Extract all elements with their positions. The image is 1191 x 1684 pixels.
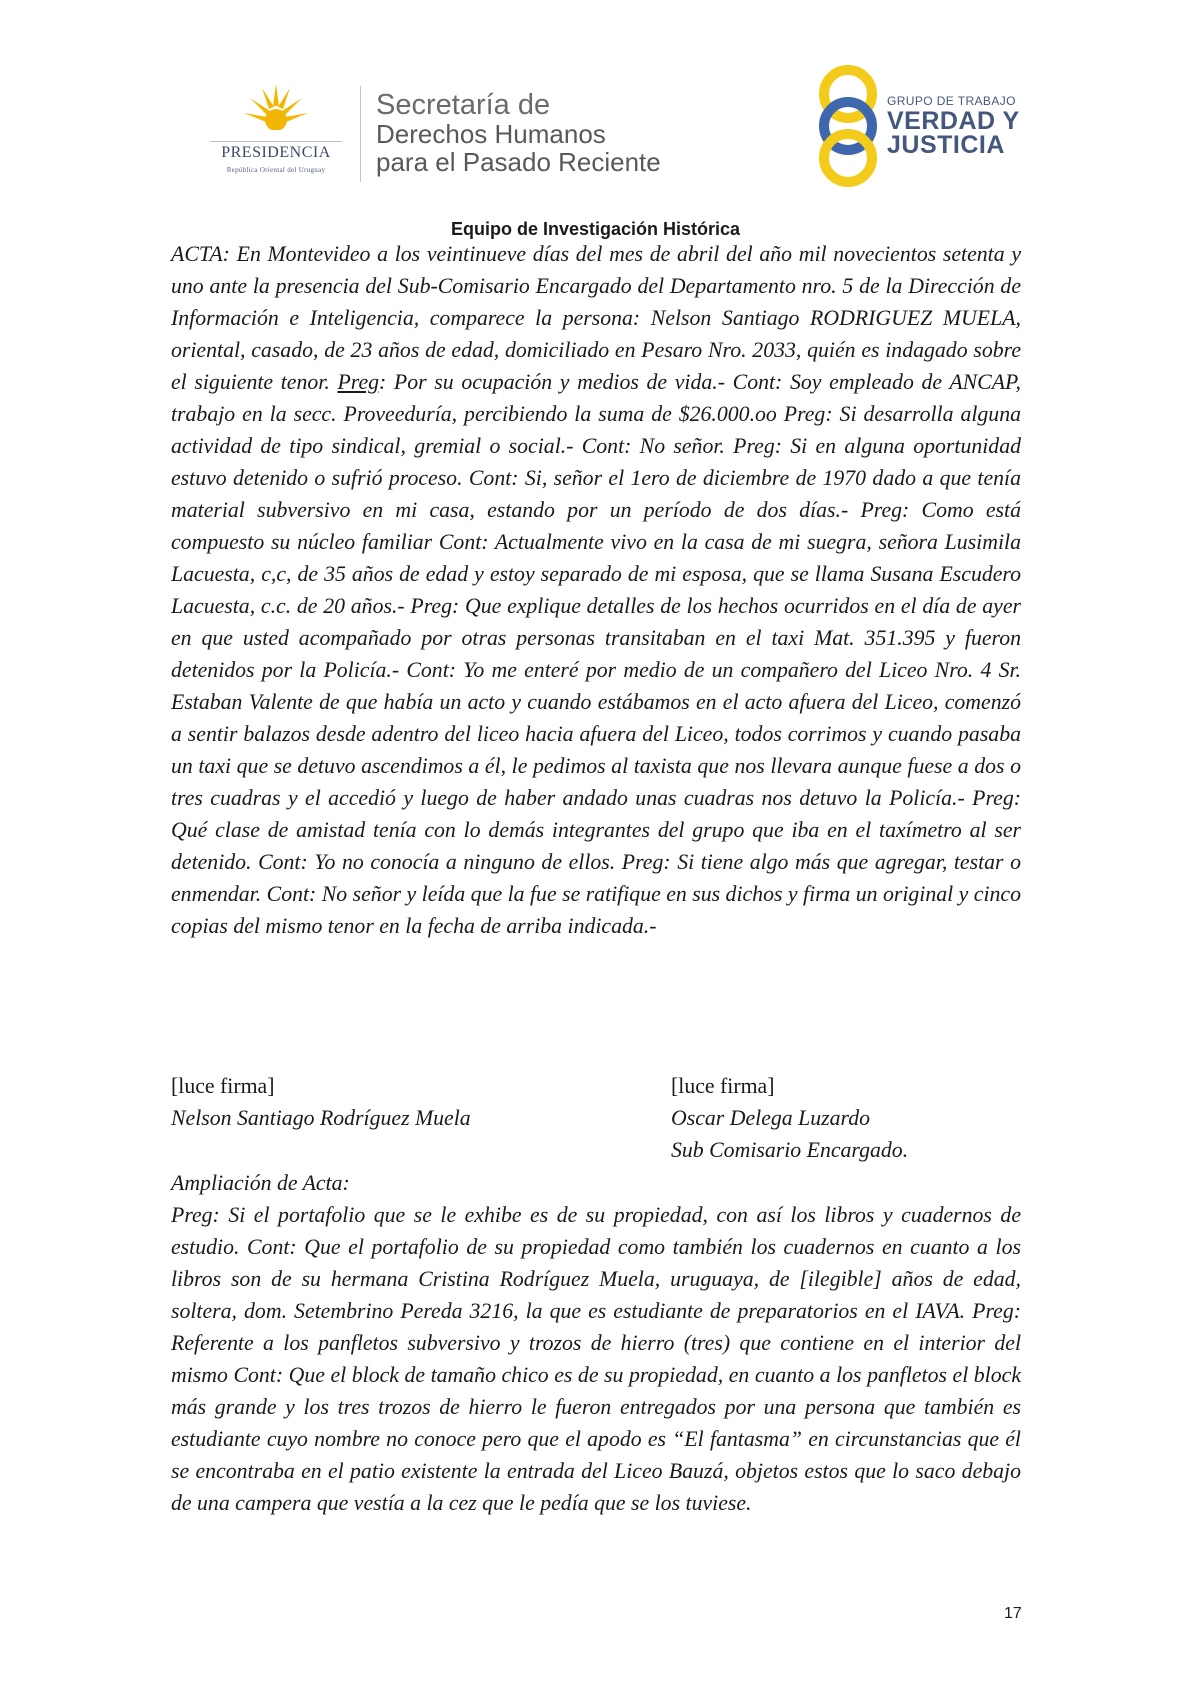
signature-name: Nelson Santiago Rodríguez Muela — [171, 1106, 471, 1130]
logo-divider — [210, 141, 342, 142]
acta-text-part-2: : Por su ocupación y medios de vida.- Cont: Soy empleado de ANCAP, trabajo en la secc. Proveeduría, percibiendo la suma de $26.000.oo Preg: Si desarrolla alguna actividad de tipo sindical, gremial o social.- Cont: No señor. Preg: Si en alguna oportunidad estuvo detenido o sufrió proceso. Cont: Si, señor el 1ero de diciembre de 1970 dado a que tenía material subversivo en mi casa, estando por un período de dos días.- Preg: Como está compuesto su núcleo familiar Cont: Actualmente vivo en la casa de mi suegra, señora Lusimila Lacuesta, c,c, de 35 años de edad y estoy separado de mi esposa, que se llama Susana Escudero Lacuesta, c.c. de 20 años.- Preg: Que explique detalles de los hechos ocurridos en el día de ayer en que usted acompañado por otras personas transitaban en el taxi Mat. 351.395 y fueron detenidos por la Policía.- Cont: Yo me enteré por medio de un compañero del Liceo Nro. 4 Sr. Estaban Valente de que había un acto y cuando estábamos en el acto afuera del Liceo, comenzó a sentir balazos desde adentro del liceo hacia afuera del Liceo, todos corrimos y cuando pasaba un taxi que se detuvo ascendimos a él, le pedimos al taxista que nos llevara aunque fuese a dos o tres cuadras y el accedió y luego de haber andado unas cuadras nos detuvo la Policía.- Preg: Qué clase de amistad tenía con lo demás integrantes del grupo que iba en el taxímetro al ser detenido. Cont: Yo no conocía a ninguno de ellos. Preg: Si tiene algo más que agregar, testar o enmendar. Cont: No señor y leída que la fue se ratifique en sus dichos y firma un original y cinco copias del mismo tenor en la fecha de arriba indicada.- — [171, 370, 1021, 938]
secretaria-line-3: para el Pasado Reciente — [376, 147, 661, 177]
presidencia-name: PRESIDENCIA — [221, 144, 331, 161]
signature-role: Sub Comisario Encargado. — [671, 1138, 909, 1162]
page-number: 17 — [1004, 1605, 1022, 1622]
sun-icon — [242, 80, 310, 138]
header-divider — [360, 86, 361, 182]
secretaria-line-2: Derechos Humanos — [376, 119, 606, 149]
signature-mark: [luce firma] — [671, 1074, 775, 1098]
grupo-line-3: JUSTICIA — [887, 131, 1005, 159]
signature-right — [671, 1070, 908, 1166]
signature-mark: [luce firma] — [171, 1074, 275, 1098]
ampliacion-text: Preg: Si el portafolio que se le exhibe es de su propiedad, con así los libros y cuadernos de estudio. Cont: Que el portafolio de su propiedad como también los cuadernos en cuanto a los libros son de su hermana Cristina Rodríguez Muela, uruguaya, de [ilegible] años de edad, soltera, dom. Setembrino Pereda 3216, la que es estudiante de preparatorios en el IAVA. Preg: Referente a los panfletos subversivo y trozos de hierro (tres) que contiene en el interior del mismo Cont: Que el block de tamaño chico es de su propiedad, en cuanto a los panfletos el block más grande y los tres trozos de hierro le fueron entregados por una persona que también es estudiante cuyo nombre no conoce pero que el apodo es “El fantasma” en circunstancias que él se encontraba en el patio existente la entrada del Liceo Bauzá, objetos estos que lo saco debajo de una campera que vestía a la cez que le pedía que se los tuviese. — [171, 1203, 1021, 1515]
grupo-line-1: GRUPO DE TRABAJO — [887, 94, 1016, 108]
ampliacion-section — [171, 1167, 1021, 1519]
signature-left — [171, 1070, 471, 1134]
preg-underlined: Preg — [337, 370, 380, 394]
secretaria-logo-text — [376, 90, 661, 176]
grupo-trabajo-logo — [815, 62, 1025, 190]
acta-paragraph — [171, 238, 1021, 942]
secretaria-line-1: Secretaría de — [376, 89, 551, 121]
team-title: Equipo de Investigación Histórica — [450, 219, 741, 239]
presidencia-logo — [196, 80, 356, 180]
ampliacion-title: Ampliación de Acta: — [171, 1171, 350, 1195]
signature-name: Oscar Delega Luzardo — [671, 1106, 870, 1130]
rings-icon — [815, 62, 885, 190]
page-header — [0, 0, 1191, 210]
presidencia-subtitle: República Oriental del Uruguay — [226, 166, 326, 174]
acta-text-part-1: ACTA: En Montevideo a los veintinueve días del mes de abril del año mil novecientos setenta y uno ante la presencia del Sub-Comisario Encargado del Departamento nro. 5 de la Dirección de Información e Inteligencia, comparece la persona: Nelson Santiago RODRIGUEZ MUELA, oriental, casado, de 23 años de edad, domiciliado en Pesaro Nro. 2033, quién es indagado sobre el siguiente tenor. — [171, 242, 1021, 394]
acta-body — [171, 238, 1021, 942]
grupo-line-2: VERDAD Y — [887, 107, 1020, 135]
